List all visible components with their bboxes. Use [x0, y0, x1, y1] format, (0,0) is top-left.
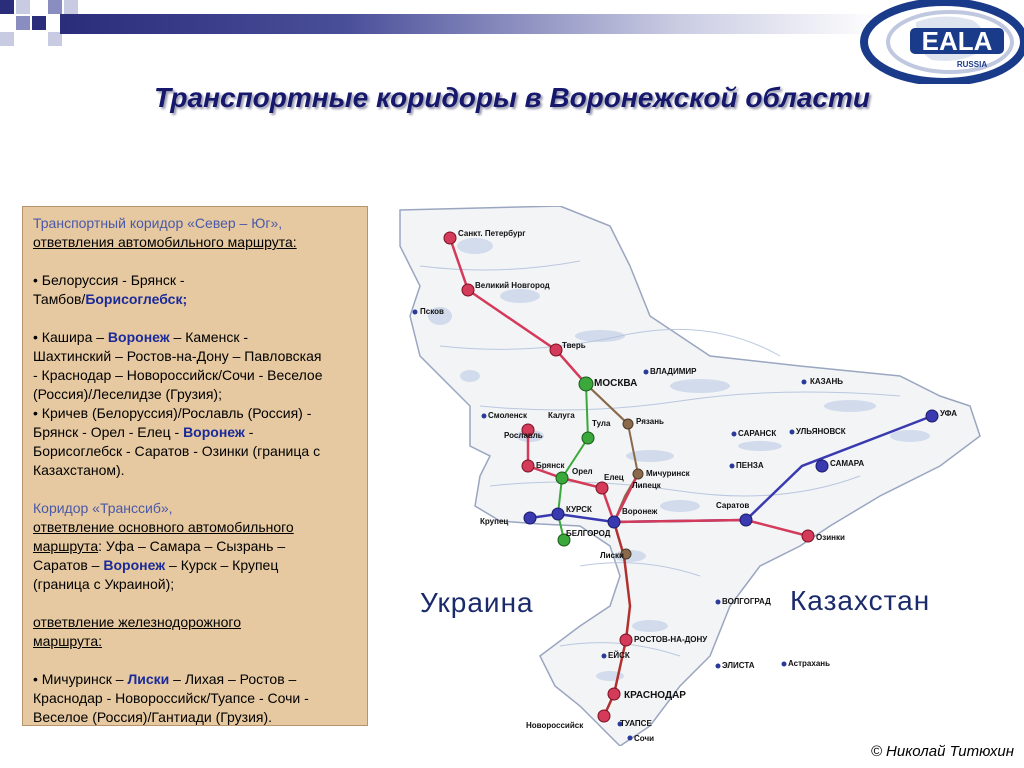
transsib-line-2: маршрута: Уфа – Самара – Сызрань –: [33, 538, 286, 554]
dot-pskov: [413, 310, 418, 315]
node-tula: [623, 419, 633, 429]
node-ozinki: [802, 530, 814, 542]
label-tula: Тула: [592, 419, 611, 428]
node-moskva: [579, 377, 593, 391]
label-novorossiysk: Новороссийск: [526, 721, 584, 730]
label-ozinki: Озинки: [816, 533, 845, 542]
label-saratov: Саратов: [716, 501, 750, 510]
bullet-3-line-3: Борисоглебск - Саратов - Озинки (граница с: [33, 443, 321, 459]
logo-subtext: RUSSIA: [956, 60, 988, 69]
label-orel: Орел: [572, 467, 593, 476]
label-kursk: КУРСК: [566, 505, 592, 514]
label-volgograd: ВОЛГОГРАД: [722, 597, 771, 606]
bullet-1-line-1: • Белоруссия - Брянск -: [33, 272, 185, 288]
bullet-2-line-2: Шахтинский – Ростов-на-Дону – Павловская: [33, 348, 322, 364]
node-samara: [816, 460, 828, 472]
corridor-transsib-heading: Коридор «Транссиб»,: [33, 500, 173, 516]
label-sochi: Сочи: [634, 734, 655, 743]
node-ufa: [926, 410, 938, 422]
dot-kazan: [802, 380, 807, 385]
dot-sochi: [628, 736, 633, 741]
label-elista: ЭЛИСТА: [722, 661, 755, 670]
node-michurinsk: [633, 469, 643, 479]
bullet-2-line-4: (Россия)/Леселидзе (Грузия);: [33, 386, 222, 402]
label-belgorod: БЕЛГОРОД: [566, 529, 611, 538]
label-ukraine: Украина: [420, 587, 534, 618]
node-novorossiysk: [598, 710, 610, 722]
label-spb: Санкт. Петербург: [458, 229, 526, 238]
bullet-1-line-2: Тамбов/Борисоглебск;: [33, 291, 188, 307]
node-spb: [444, 232, 456, 244]
label-eysk: ЕЙСК: [608, 651, 630, 660]
node-bryansk: [522, 460, 534, 472]
label-roslavl: Рославль: [504, 431, 543, 440]
label-penza: ПЕНЗА: [736, 461, 764, 470]
dot-elista: [716, 664, 721, 669]
node-voronezh: [608, 516, 620, 528]
node-rostov: [620, 634, 632, 646]
bullet-4-line-1: • Мичуринск – Лиски – Лихая – Ростов –: [33, 671, 297, 687]
node-kaluga: [582, 432, 594, 444]
node-krasnodar: [608, 688, 620, 700]
transport-map: [380, 206, 1024, 746]
transsib-line-1: ответвление основного автомобильного: [33, 519, 294, 535]
dot-vladimir: [644, 370, 649, 375]
node-kursk: [552, 508, 564, 520]
dot-saransk: [732, 432, 737, 437]
label-samara: САМАРА: [830, 459, 865, 468]
eala-logo: [832, 0, 1024, 84]
label-rostov: РОСТОВ-НА-ДОНУ: [634, 635, 708, 644]
node-orel: [556, 472, 568, 484]
bullet-3-line-4: Казахстаном).: [33, 462, 125, 478]
dot-ulyanovsk: [790, 430, 795, 435]
dot-eysk: [602, 654, 607, 659]
label-kazan: КАЗАНЬ: [810, 377, 843, 386]
transsib-line-4: (граница с Украиной);: [33, 576, 175, 592]
logo-text: EALA: [921, 26, 993, 56]
label-ulyanovsk: УЛЬЯНОВСК: [796, 427, 846, 436]
label-moskva: МОСКВА: [594, 378, 638, 389]
bullet-3-line-1: • Кричев (Белоруссия)/Рославль (Россия) -: [33, 405, 312, 421]
label-ufa: УФА: [940, 409, 958, 418]
node-elets: [596, 482, 608, 494]
dot-volgograd: [716, 600, 721, 605]
label-bryansk: Брянск: [536, 461, 565, 470]
railway-heading-line-1: ответвление железнодорожного: [33, 614, 242, 630]
label-kaluga: Калуга: [548, 411, 575, 420]
bullet-4-line-2: Краснодар - Новороссийск/Туапсе - Сочи -: [33, 690, 309, 706]
label-krupets: Крупец: [480, 517, 509, 526]
node-tver: [550, 344, 562, 356]
label-novgorod: Великий Новгород: [475, 281, 550, 290]
label-ryazan: Рязань: [636, 417, 664, 426]
label-michurinsk: Мичуринск: [646, 469, 690, 478]
label-tuapse: ТУАПСЕ: [620, 719, 652, 728]
bullet-4-line-3: Веселое (Россия)/Гантиади (Грузия).: [33, 709, 273, 725]
corridor-north-south-heading: Транспортный коридор «Север – Юг»,: [33, 215, 283, 231]
label-elets: Елец: [604, 473, 624, 482]
label-vladimir: ВЛАДИМИР: [650, 367, 697, 376]
label-astrakhan: Астрахань: [788, 659, 831, 668]
label-krasnodar: КРАСНОДАР: [624, 690, 686, 701]
info-panel: [22, 206, 368, 726]
node-krupets: [524, 512, 536, 524]
bullet-2-line-1: • Кашира – Воронеж – Каменск -: [33, 329, 248, 345]
dot-astrakhan: [782, 662, 787, 667]
bullet-3-line-2: Брянск - Орел - Елец - Воронеж -: [33, 424, 254, 440]
railway-heading-line-2: маршрута:: [33, 633, 102, 649]
node-novgorod: [462, 284, 474, 296]
dot-smolensk: [482, 414, 487, 419]
corridor-north-south-subheading: ответвления автомобильного маршрута:: [33, 234, 297, 250]
label-voronezh: Воронеж: [622, 507, 658, 516]
copyright: © Николай Титюхин: [870, 743, 1014, 760]
label-kazakhstan: Казахстан: [790, 585, 931, 616]
label-tver: Тверь: [562, 341, 586, 350]
label-lipetsk: Липецк: [632, 481, 661, 490]
dot-penza: [730, 464, 735, 469]
label-pskov: Псков: [420, 307, 444, 316]
node-saratov: [740, 514, 752, 526]
transsib-line-3: Саратов – Воронеж – Курск – Крупец: [33, 557, 279, 573]
label-liski: Лиски: [600, 551, 624, 560]
page-title: Транспортные коридоры в Воронежской области: [154, 82, 870, 113]
label-smolensk: Смоленск: [488, 411, 527, 420]
label-saransk: САРАНСК: [738, 429, 777, 438]
header-gradient-bar: [60, 14, 880, 34]
bullet-2-line-3: - Краснодар – Новороссийск/Сочи - Веселое: [33, 367, 323, 383]
